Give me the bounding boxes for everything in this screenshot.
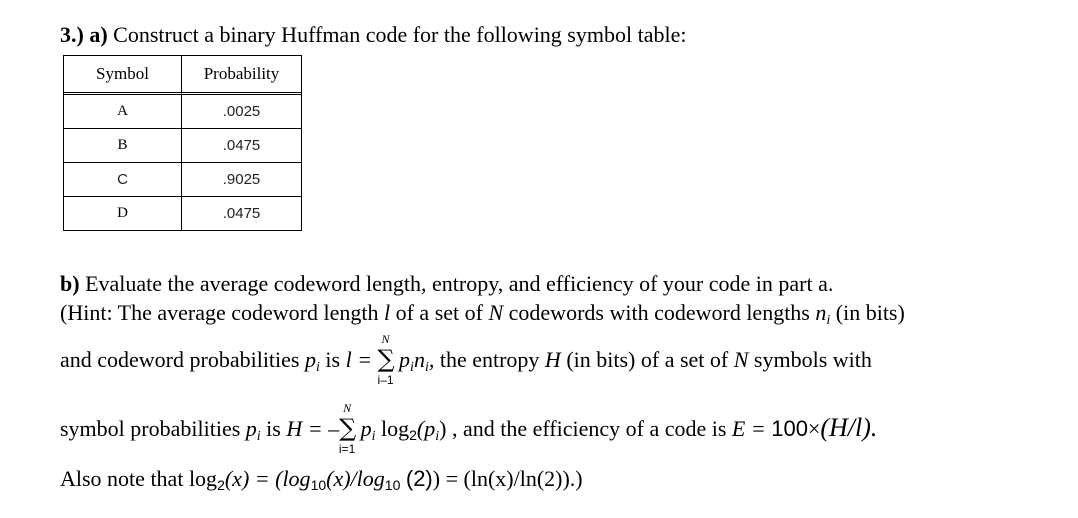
ln-expr: ) = (ln(x)/ln(2)).) (432, 466, 583, 491)
probability-cell: .0475 (222, 205, 261, 222)
summation-sign: N ∑ i=1 (339, 415, 355, 442)
subscript-i: i (424, 360, 429, 375)
var-p: p (305, 347, 316, 372)
part-b-label: b) (60, 271, 80, 296)
formula-E-lhs: E = (731, 416, 766, 441)
paren: ) (439, 416, 447, 441)
sum-upper: N (381, 332, 390, 346)
log-expr: (x)/log (326, 466, 385, 491)
var-n: n (815, 300, 827, 325)
log-expr: (x) = (log (224, 466, 311, 491)
sum-upper: N (343, 401, 352, 415)
log-base: 10 (310, 477, 327, 493)
hint-text: , and the efficiency of a code is (446, 416, 732, 441)
part-b-line-4 (60, 401, 878, 456)
subscript-i: i (371, 429, 376, 444)
column-header-symbol: Symbol (64, 56, 182, 95)
part-a-text: Construct a binary Huffman code for the following symbol table: (113, 22, 687, 47)
var-l: l (383, 300, 391, 325)
probability-cell: .0475 (182, 129, 301, 163)
var-p: p (360, 416, 372, 441)
two-arg: (2) (405, 466, 433, 491)
hint-text: , the entropy (428, 347, 545, 372)
sum-lower: i=1 (338, 442, 356, 456)
part-b-line-5 (60, 466, 583, 492)
part-b-line-3 (60, 332, 872, 387)
formula-H-lhs: H = – (286, 416, 340, 441)
log-func: log (375, 416, 410, 441)
hundred: 100 (771, 416, 808, 441)
log-base: 2 (217, 477, 225, 493)
symbol-cell: B (64, 129, 182, 163)
question-number: 3.) (60, 22, 84, 47)
sum-lower: i–1 (377, 373, 394, 387)
hint-text: and codeword probabilities (60, 347, 305, 372)
efficiency-fraction: (H/l). (820, 413, 878, 442)
symbol-cell: C (64, 163, 182, 197)
part-b-line-1 (60, 271, 833, 297)
hint-text: of a set of (390, 300, 489, 325)
var-N: N (488, 300, 504, 325)
hint-text: is (319, 347, 346, 372)
probability-cell: .9025 (182, 163, 301, 197)
part-a-label: a) (89, 22, 108, 47)
hint-text: symbols with (748, 347, 872, 372)
subscript-i: i (410, 360, 414, 375)
subscript-i: i (316, 360, 320, 375)
var-N: N (733, 347, 749, 372)
subscript-i: i (435, 429, 440, 444)
hint-text: (in bits) of a set of (560, 347, 734, 372)
part-a-heading (60, 22, 686, 48)
var-p: p (399, 347, 411, 372)
var-H: H (544, 347, 561, 372)
table-row (64, 163, 301, 197)
var-p: p (245, 416, 257, 441)
symbol-table (63, 55, 302, 231)
column-header-probability: Probability (182, 56, 301, 95)
log-base: 10 (384, 477, 401, 493)
hint-text: symbol probabilities (60, 416, 246, 441)
times-sign: × (807, 416, 821, 441)
hint-text: codewords with codeword lengths (503, 300, 816, 325)
subscript-i: i (826, 313, 831, 328)
subscript-i: i (256, 429, 261, 444)
part-b-text: Evaluate the average codeword length, entropy, and efficiency of your code in part a. (85, 271, 834, 296)
log-arg: (p (416, 416, 436, 441)
table-row (64, 129, 301, 163)
hint-text: (Hint: The average codeword length (60, 300, 384, 325)
table-row (64, 95, 301, 129)
hint-text: is (260, 416, 287, 441)
hint-text: Also note that (60, 466, 189, 491)
formula-l-lhs: l = (345, 347, 373, 372)
var-n: n (413, 347, 425, 372)
table-row (64, 197, 301, 230)
log-func: log (188, 466, 218, 491)
hint-text: (in bits) (830, 300, 905, 325)
probability-cell: .0025 (182, 95, 301, 129)
symbol-cell: D (64, 197, 182, 230)
symbol-cell: A (64, 95, 182, 129)
log-base: 2 (409, 427, 417, 443)
table-header-row (64, 56, 301, 95)
part-b-line-2 (60, 300, 905, 326)
summation-sign: N ∑ i–1 (378, 346, 394, 373)
